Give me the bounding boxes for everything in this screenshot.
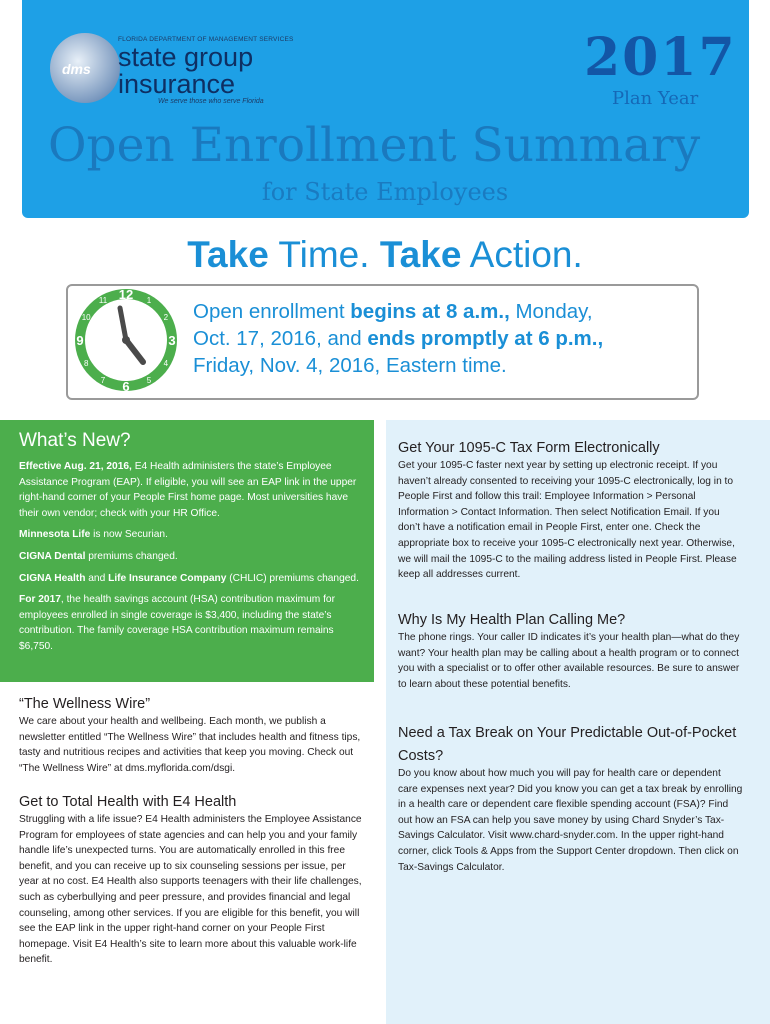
whats-new-text: , the health savings account (HSA) contribution maximum for employees enrolled in single coverage is $3,400, including the state’s contribution. The family coverage HSA contribution maximum remains $6,750. xyxy=(19,594,335,652)
logo-badge: dms xyxy=(62,61,91,77)
enrollment-dates-box xyxy=(66,284,699,400)
clock-numeral: 8 xyxy=(83,359,89,368)
whats-new-body xyxy=(19,459,364,661)
whats-new-bold: CIGNA Dental xyxy=(19,550,86,562)
whats-new-item xyxy=(19,527,364,543)
wellness-title: “The Wellness Wire” xyxy=(19,696,151,712)
logo-department: FLORIDA DEPARTMENT OF MANAGEMENT SERVICES xyxy=(118,36,294,43)
whats-new-item xyxy=(19,549,364,565)
clock-numeral: 9 xyxy=(76,333,84,348)
e4-body: Struggling with a life issue? E4 Health administers the Employee Assistance Program for employees of state agencies and can help you and your family handle life’s unexpected turns. You are automatically enrolled in this free benefit, and you can receive up to six counseling sessions per issue, per year at no cost. E4 Health also supports teenagers with their life challenges, such as cyberbullying and peer pressure, and provides financial and legal counseling, among other services. If you are eligible for this benefit, you will see the EAP link in the upper right-hand corner on your People First homepage. Visit E4 Health’s site to learn more about this valuable work-life benefit. xyxy=(19,814,362,966)
whats-new-bold: Life Insurance Company xyxy=(108,572,227,584)
clock-numeral: 6 xyxy=(122,379,130,394)
whats-new-title: What’s New? xyxy=(19,430,131,451)
clock-numeral: 12 xyxy=(118,287,134,302)
tagline-take-2: Take xyxy=(379,234,462,275)
enrollment-line1-c: Monday, xyxy=(509,300,593,323)
enrollment-ends: ends promptly at 6 p.m., xyxy=(367,327,604,350)
tagline xyxy=(0,232,770,278)
whats-new-bold: Effective Aug. 21, 2016, xyxy=(19,461,132,472)
whats-new-text: (CHLIC) premiums changed. xyxy=(226,572,359,584)
clock-icon xyxy=(68,286,188,398)
enrollment-dates-text xyxy=(193,298,693,379)
taxbreak-title: Need a Tax Break on Your Predictable Out-of-Pocket Costs? xyxy=(398,725,737,764)
page-subtitle: for State Employees xyxy=(261,178,509,206)
logo-text-line2: insurance xyxy=(118,69,236,99)
enrollment-line1-a: Open enrollment xyxy=(193,300,351,323)
whats-new-bold: For 2017 xyxy=(19,594,61,606)
clock-numeral: 11 xyxy=(98,296,108,306)
clock-numeral: 7 xyxy=(100,375,106,385)
tagline-take-1: Take xyxy=(187,234,269,275)
enrollment-line3: Friday, Nov. 4, 2016, Eastern time. xyxy=(193,354,507,377)
calling-title: Why Is My Health Plan Calling Me? xyxy=(398,612,626,628)
wellness-body: We care about your health and wellbeing. Each month, we publish a newsletter entitled “The Wellness Wire” that includes health and fitness tips, tasty and nutritious recipes and activities that keep you moving. Check out “The Wellness Wire” at dms.myflorida.com/dsgi. xyxy=(19,716,361,774)
page-title: Open Enrollment Summary xyxy=(48,118,701,173)
clock-numeral: 4 xyxy=(163,359,169,368)
e4-title: Get to Total Health with E4 Health xyxy=(19,794,237,810)
whats-new-text: is now Securian. xyxy=(90,529,168,541)
whats-new-text: E4 Health administers the state’s Employee Assistance Program (EAP). If eligible, you will see an EAP link in the upper right-hand corner of your People First home page. Most universities have their own vendor; check with your HR Office. xyxy=(19,461,357,519)
plan-year-label: Plan Year xyxy=(612,88,699,109)
enrollment-begins: begins at 8 a.m., xyxy=(350,300,510,323)
enrollment-line2-a: Oct. 17, 2016, and xyxy=(193,327,368,350)
taxbreak-section xyxy=(398,722,743,875)
plan-year-number: 2017 xyxy=(584,27,737,88)
clock-numeral: 3 xyxy=(168,333,176,348)
clock-numeral: 2 xyxy=(163,313,169,322)
whats-new-text: and xyxy=(85,572,109,584)
tagline-action: Action. xyxy=(461,234,583,275)
clock-numeral: 1 xyxy=(146,296,152,306)
form1095-section xyxy=(398,438,743,583)
form1095-title: Get Your 1095-C Tax Form Electronically xyxy=(398,440,660,456)
e4-section xyxy=(19,792,364,968)
clock-numeral: 10 xyxy=(81,313,91,322)
clock-center xyxy=(122,336,130,344)
calling-section xyxy=(398,610,743,692)
whats-new-bold: CIGNA Health xyxy=(19,572,86,584)
whats-new-item xyxy=(19,459,364,521)
tagline-time: Time. xyxy=(268,234,380,275)
taxbreak-body: Do you know about how much you will pay for health care or dependent care expenses next year? Did you know you can get a tax break by enrolling in a health care or dependent care flexible spending account (FSA)? Find out how an FSA can help you save money by using Chard Snyder’s Tax-Savings Calculator. Visit www.chard-snyder.com. In the upper right-hand corner, click Tools & Apps from the Support Center dropdown. Then click on Tax-Savings Calculator. xyxy=(398,768,743,873)
logo-text-line1: state group xyxy=(118,42,254,72)
logo-tagline: We serve those who serve Florida xyxy=(158,98,264,105)
whats-new-bold: Minnesota Life xyxy=(19,529,91,541)
clock-numeral: 5 xyxy=(146,375,152,385)
wellness-section xyxy=(19,694,364,776)
whats-new-item xyxy=(19,592,364,654)
form1095-body: Get your 1095-C faster next year by setting up electronic receipt. If you haven’t already consented to receiving your 1095-C electronically, log in to People First and follow this trail: Employee Information > Personal Information > Contact Information. Then select Notification Email. If you don’t have a notification email in People First, enter one. Check the appropriate box to receive your 1095-C electronically next year. Otherwise, we will mail the 1095-C to the mailing address listed in People First. Please keep all addresses current. xyxy=(398,460,737,581)
whats-new-text: premiums changed. xyxy=(85,550,178,562)
calling-body: The phone rings. Your caller ID indicates it’s your health plan—what do they want? Your health plan may be calling about a health program or to connect you with a specialist or to offer other available resources. Be sure to answer to learn about these potential benefits. xyxy=(398,632,740,690)
dms-logo xyxy=(50,33,294,113)
whats-new-item xyxy=(19,571,364,587)
